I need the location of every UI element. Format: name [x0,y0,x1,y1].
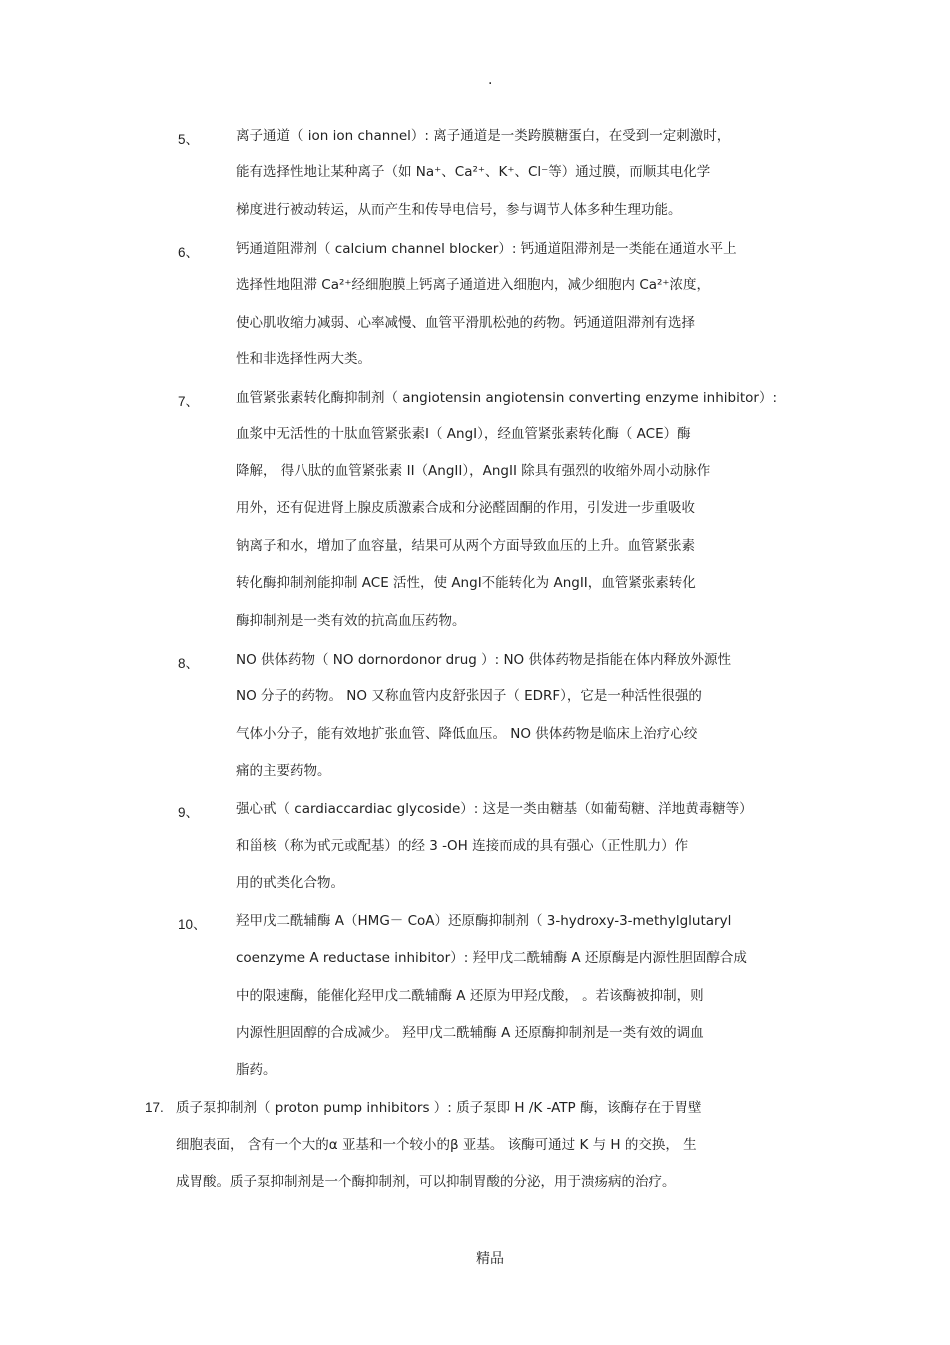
item-text-line: 能有选择性地让某种离子（如 Na⁺、Ca²⁺、K⁺、Cl⁻等）通过膜，而顺其电化学 [236,164,711,180]
item-text-line: 性和非选择性两大类。 [236,351,371,367]
item-text-line: 血管紧张素转化酶抑制剂（ angiotensin angiotensin converting enzyme inhibitor）: [236,390,777,406]
item-text-line: 用外，还有促进肾上腺皮质激素合成和分泌醛固酮的作用，引发进一步重吸收 [236,500,695,516]
item-text-line: 细胞表面， 含有一个大的α 亚基和一个较小的β 亚基。 该酶可通过 K 与 H 的交换， 生 [176,1137,697,1153]
item-text-line: 离子通道（ ion ion channel）: 离子通道是一类跨膜糖蛋白，在受到一定刺激时， [236,128,731,144]
item-number: 7、 [178,394,200,409]
item-number: 8、 [178,656,200,671]
item-number: 17. [145,1100,164,1115]
item-text-line: 内源性胆固醇的合成减少。 羟甲戊二酰辅酶 A 还原酶抑制剂是一类有效的调血 [236,1025,704,1041]
item-text-line: 用的甙类化合物。 [236,875,344,891]
item-text-line: 血浆中无活性的十肽血管紧张素Ⅰ（ AngⅠ），经血管紧张素转化酶（ ACE）酶 [236,426,691,442]
item-text-line: coenzyme A reductase inhibitor）: 羟甲戊二酰辅酶 A 还原酶是内源性胆固醇合成 [236,950,747,966]
item-text-line: 钠离子和水，增加了血容量，结果可从两个方面导致血压的上升。血管紧张素 [236,538,695,554]
item-text-line: 降解， 得八肽的血管紧张素 II（AngII），AngII 除具有强烈的收缩外周小动脉作 [236,463,711,479]
item-text-line: 梯度进行被动转运，从而产生和传导电信号，参与调节人体多种生理功能。 [236,202,682,218]
header-dot: . [488,72,493,88]
item-text-line: 和甾核（称为甙元或配基）的经 3 -OH 连接而成的具有强心（正性肌力）作 [236,838,689,854]
item-text-line: 转化酶抑制剂能抑制 ACE 活性，使 AngⅠ不能转化为 AngII，血管紧张素转化 [236,575,696,591]
item-text-line: 气体小分子，能有效地扩张血管、降低血压。 NO 供体药物是临床上治疗心绞 [236,726,698,742]
item-text-line: 中的限速酶，能催化羟甲戊二酰辅酶 A 还原为甲羟戊酸， 。若该酶被抑制，则 [236,988,704,1004]
item-number: 5、 [178,132,200,147]
item-text-line: 脂药。 [236,1062,277,1078]
item-number: 6、 [178,245,200,260]
item-number: 9、 [178,805,200,820]
item-text-line: NO 分子的药物。 NO 又称血管内皮舒张因子（ EDRF），它是一种活性很强的 [236,688,702,704]
item-text-line: 钙通道阻滞剂（ calcium channel blocker）: 钙通道阻滞剂是一类能在通道水平上 [236,241,737,257]
item-text-line: 痛的主要药物。 [236,763,331,779]
item-text-line: 质子泵抑制剂（ proton pump inhibitors ）: 质子泵即 H /K -ATP 酶，该酶存在于胃壁 [176,1100,702,1116]
item-text-line: 羟甲戊二酰辅酶 A（HMG－ CoA）还原酶抑制剂（ 3-hydroxy-3-methylglutaryl [236,913,732,929]
page-footer: 精品 [476,1251,504,1267]
item-number: 10、 [178,917,207,932]
item-text-line: 使心肌收缩力减弱、心率减慢、血管平滑肌松弛的药物。钙通道阻滞剂有选择 [236,315,695,331]
item-text-line: 酶抑制剂是一类有效的抗高血压药物。 [236,613,466,629]
item-text-line: 强心甙（ cardiaccardiac glycoside）: 这是一类由糖基（如葡萄糖、洋地黄毒糖等） [236,801,753,817]
item-text-line: 成胃酸。质子泵抑制剂是一个酶抑制剂，可以抑制胃酸的分泌，用于溃疡病的治疗。 [176,1174,676,1190]
item-text-line: NO 供体药物（ NO dornordonor drug ）: NO 供体药物是指能在体内释放外源性 [236,652,731,668]
item-text-line: 选择性地阻滞 Ca²⁺经细胞膜上钙离子通道进入细胞内，减少细胞内 Ca²⁺浓度， [236,277,711,293]
